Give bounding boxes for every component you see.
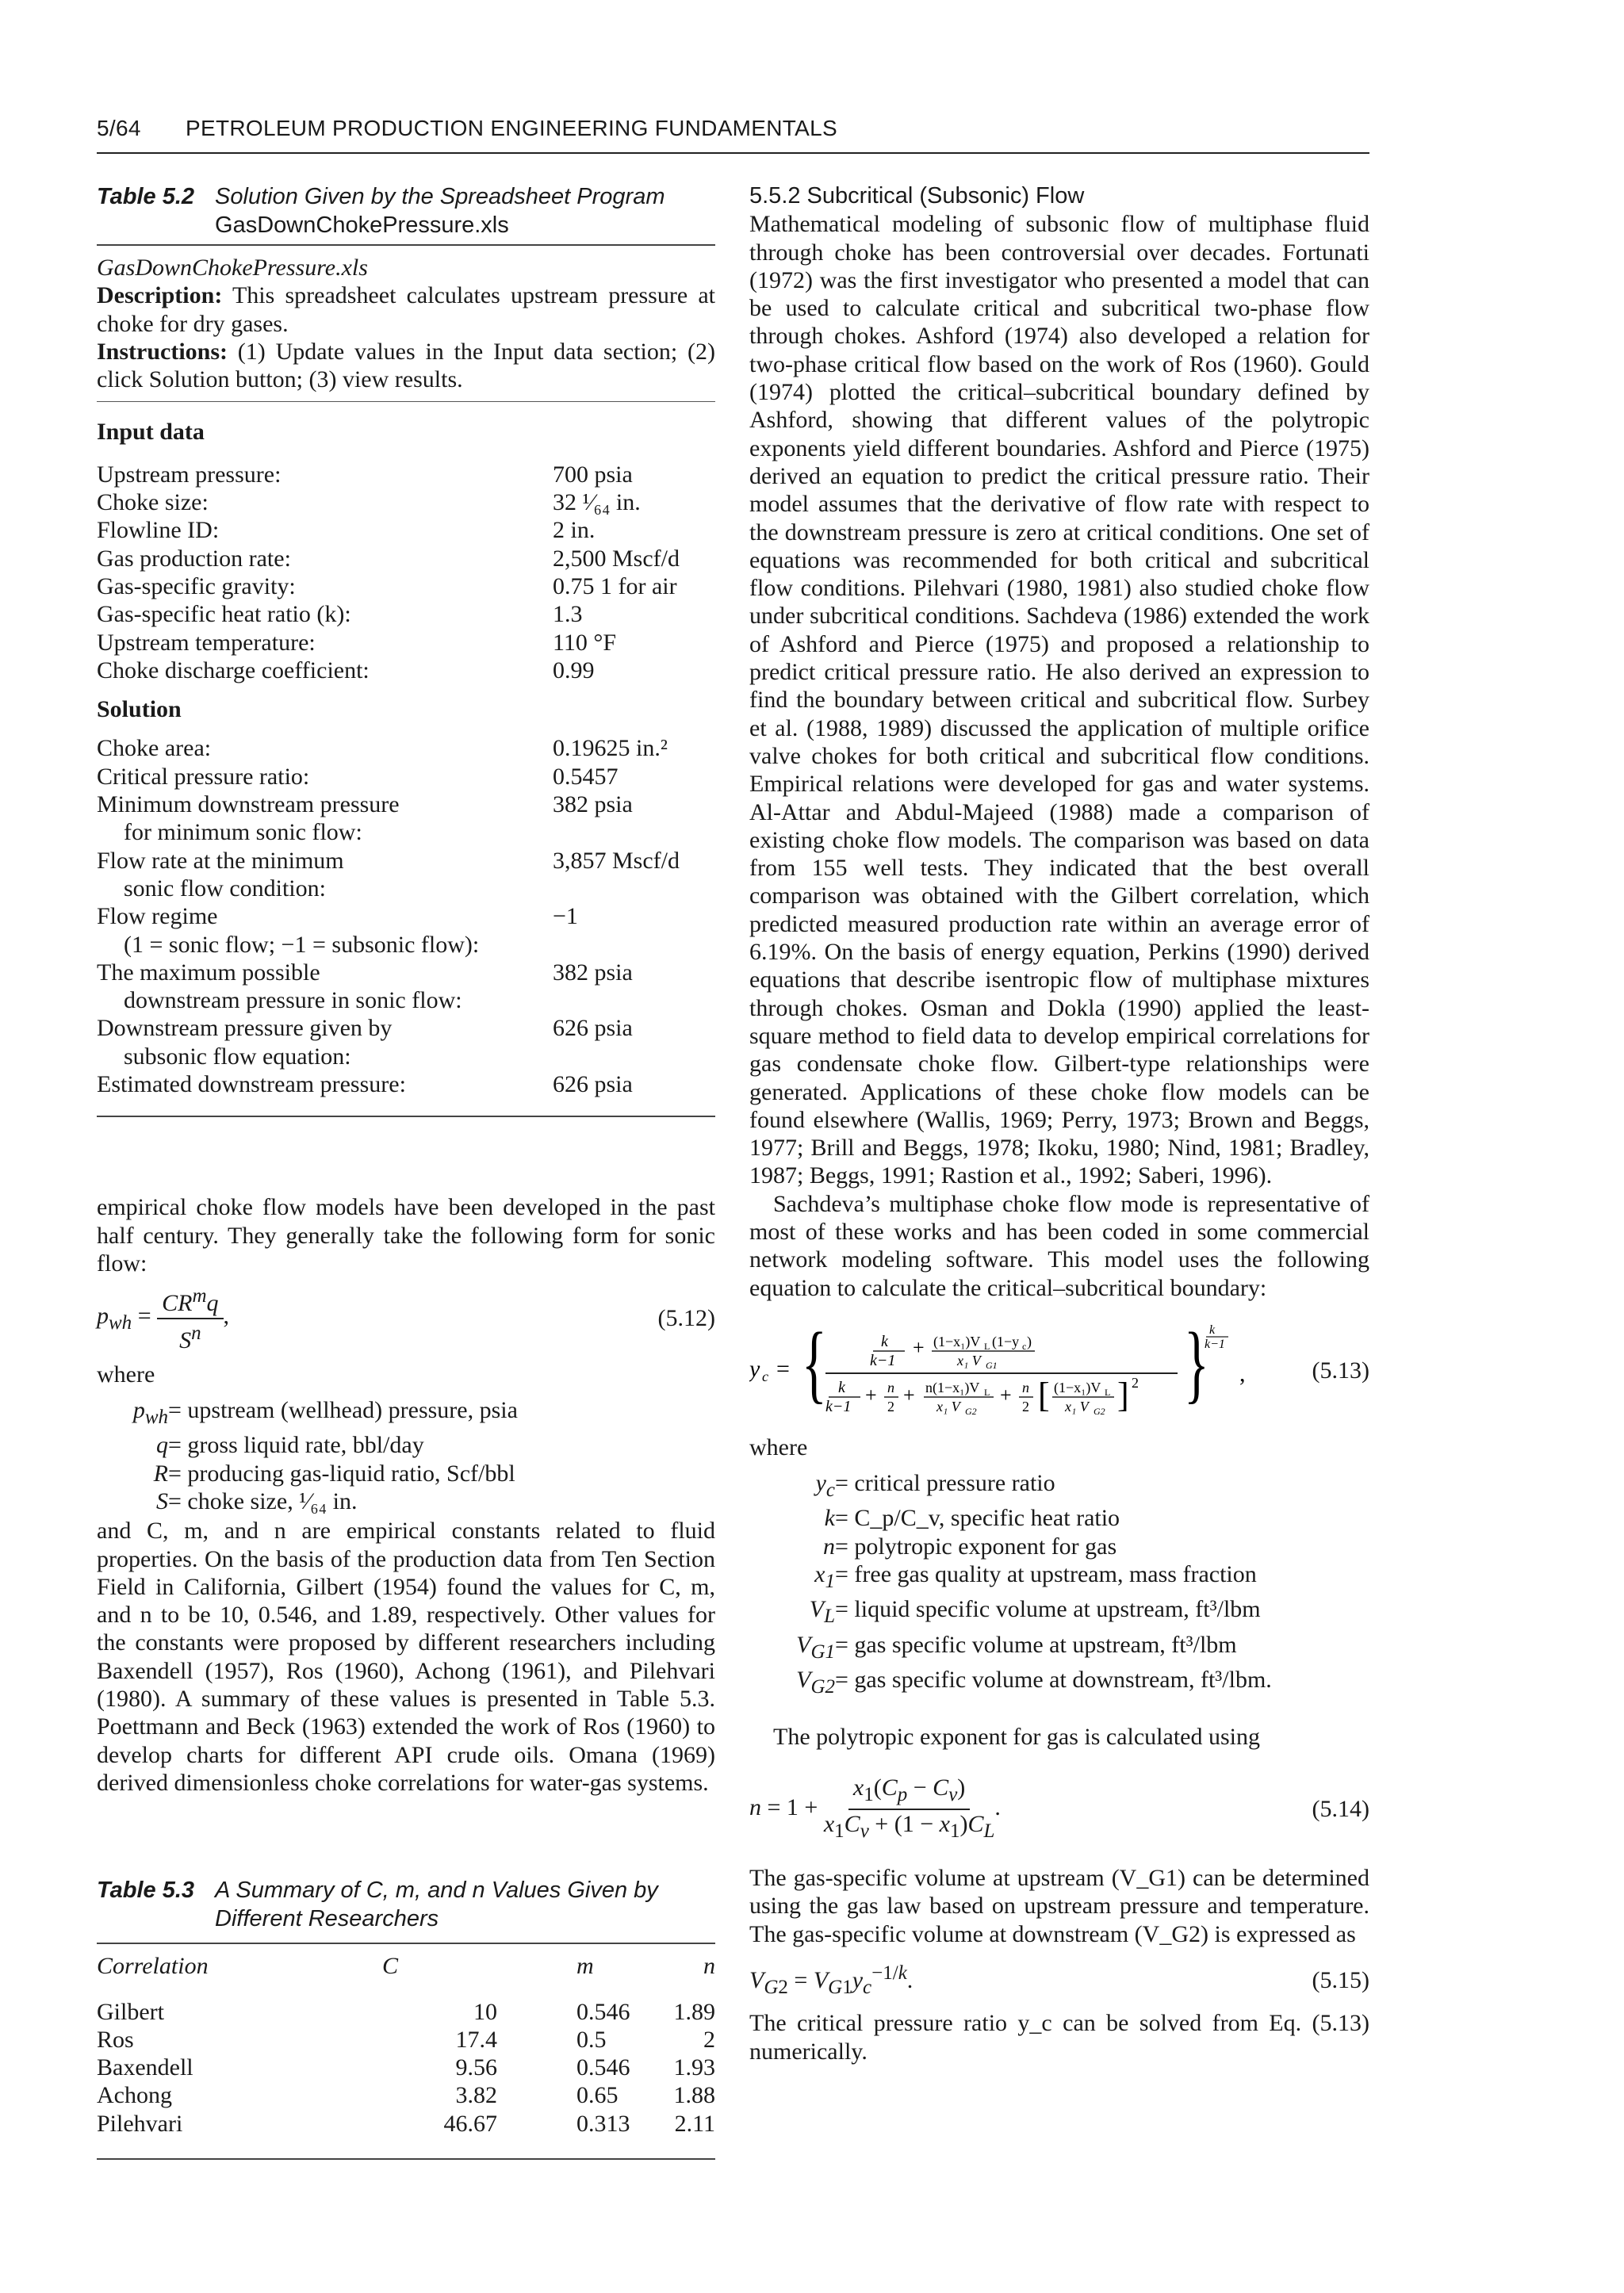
definition-text: = free gas quality at upstream, mass fraction bbox=[835, 1561, 1257, 1588]
symbol-definition bbox=[784, 1595, 1369, 1630]
svg-text:G1: G1 bbox=[986, 1359, 998, 1371]
solution-value: −1 bbox=[553, 903, 578, 930]
input-value: 1.3 bbox=[553, 601, 583, 628]
solution-label bbox=[97, 790, 553, 847]
table-row bbox=[97, 2081, 715, 2109]
page-number: 5/64 bbox=[97, 116, 141, 140]
paragraph: Mathematical modeling of subsonic flow of multiphase fluid through choke has been controversial over decades. Fortunati (1972) was the first investigator who presented a model that can be used to calculate critical and subcritical two-phase flow through chokes. Ashford (1974) also developed a relation for two-phase critical flow based on the work of Ros (1960). Gould (1974) plotted the critical–subcritical boundary defined by Ashford, showing that different values of the polytropic exponents yield different boundaries. Ashford and Pierce (1975) derived an equation to predict the critical pressure ratio. Their model assumes that the derivative of flow rate with respect to the downstream pressure is zero at critical conditions. One set of equations was recommended for both critical and subcritical flow conditions. Pilehvari (1980, 1981) also studied choke flow under subcritical conditions. Sachdeva (1986) extended the work of Ashford and Pierce (1975) and proposed a relationship to predict critical pressure ratio. He also derived an expression to find the boundary between critical and subcritical flow. Surbey et al. (1988, 1989) discussed the application of multiple orifice valve chokes for both critical and subcritical flow conditions. Empirical relations were developed for gas and water systems. Al-Attar and Abdul-Majeed (1988) made a comparison of existing choke flow models. The comparison was based on data from 155 well tests. They indicated that the best overall comparison was obtained with the Gilbert correlation, which predicted measured production rate within an average error of 6.19%. On the basis of energy equation, Perkins (1990) derived equations that describe isentropic flow of multiphase mixtures through chokes. Osman and Dokla (1990) applied the least-square method to field data to develop empirical correlations for gas condensate choke flow. Gilbert-type relationships were generated. Applications of these choke flow models can be found elsewhere (Wallis, 1969; Perry, 1973; Brown and Beggs, 1977; Brill and Beggs, 1978; Ikoku, 1980; Nind, 1981; Bradley, 1987; Beggs, 1991; Rastion et al., 1992; Saberi, 1996). bbox=[749, 211, 1369, 1189]
input-row bbox=[97, 629, 715, 657]
input-label: Flowline ID: bbox=[97, 517, 220, 544]
table-header-row: Correlation C m n bbox=[97, 1953, 715, 1980]
table-row bbox=[97, 2054, 715, 2081]
symbol-definition bbox=[784, 1533, 1369, 1560]
table-cell: 46.67 bbox=[443, 2110, 497, 2137]
input-row bbox=[97, 545, 715, 572]
solution-row bbox=[97, 790, 715, 847]
solution-label bbox=[97, 1070, 553, 1098]
input-value: 2 in. bbox=[553, 517, 596, 544]
section-heading: 5.5.2 Subcritical (Subsonic) Flow bbox=[749, 183, 1085, 209]
table-5-3 bbox=[97, 1952, 715, 2138]
solution-value: 0.5457 bbox=[553, 763, 619, 790]
solution-value: 626 psia bbox=[553, 1071, 633, 1098]
symbol: S bbox=[156, 1487, 168, 1514]
solution-value: 382 psia bbox=[553, 791, 633, 818]
paragraph: and C, m, and n are empirical constants related to fluid properties. On the basis of the production data from Ten Section Field in California, Gilbert (1954) found the values for C, m, and n to be 10, 0.546, and 1.89, respectively. Other values for the constants were proposed by different researchers including Baxendell (1957), Ros (1960), Achong (1961), and Pilehvari (1980). A summary of these values is presented in Table 5.3. Poettmann and Beck (1963) extended the work of Ros (1960) to develop charts for different API crude oils. Omana (1969) derived dimensionless choke correlations for water-gas systems. bbox=[97, 1518, 715, 1796]
input-row bbox=[97, 488, 715, 516]
svg-text:(1−x₁)V: (1−x₁)V bbox=[1054, 1379, 1101, 1395]
paragraph: The polytropic exponent for gas is calculated using bbox=[773, 1724, 1260, 1751]
svg-text:2: 2 bbox=[887, 1398, 894, 1414]
svg-text:y: y bbox=[749, 1355, 760, 1382]
input-label: Gas-specific gravity: bbox=[97, 572, 296, 599]
table-cell: 2 bbox=[703, 2026, 715, 2053]
symbol: R bbox=[153, 1460, 168, 1487]
solution-label-line: sonic flow condition: bbox=[124, 875, 326, 902]
input-label: Gas production rate: bbox=[97, 545, 291, 572]
table-row bbox=[97, 2110, 715, 2138]
solution-label-line: (1 = sonic flow; −1 = subsonic flow): bbox=[124, 931, 480, 958]
symbol: n bbox=[823, 1533, 835, 1560]
definition-text: = gross liquid rate, bbl/day bbox=[168, 1432, 424, 1459]
solution-label bbox=[97, 847, 553, 903]
svg-text:L: L bbox=[984, 1340, 990, 1352]
left-column bbox=[97, 182, 715, 2160]
svg-text:k−1: k−1 bbox=[825, 1397, 852, 1415]
solution-label bbox=[97, 734, 553, 762]
symbol: $x_1$ bbox=[814, 1561, 835, 1593]
svg-text:c: c bbox=[1022, 1340, 1027, 1352]
svg-text:k: k bbox=[838, 1378, 845, 1396]
svg-text:+: + bbox=[1000, 1383, 1012, 1407]
input-label: Upstream pressure: bbox=[97, 461, 282, 488]
where-label: where bbox=[749, 1434, 808, 1460]
equation-number: (5.14) bbox=[1312, 1796, 1369, 1823]
solution-row bbox=[97, 1014, 715, 1070]
table-row bbox=[97, 2026, 715, 2054]
symbol-definition bbox=[784, 1469, 1369, 1504]
input-value: 0.99 bbox=[553, 657, 595, 683]
solution-value: 3,857 Mscf/d bbox=[553, 847, 680, 874]
symbol: $V_{G2}$ bbox=[796, 1666, 835, 1698]
svg-text:2: 2 bbox=[1022, 1398, 1029, 1414]
definition-text: = gas specific volume at downstream, ft³/lbm. bbox=[835, 1666, 1272, 1693]
table-cell: 0.65 bbox=[576, 2082, 619, 2109]
table-cell: 0.5 bbox=[576, 2026, 607, 2053]
solution-label bbox=[97, 1014, 553, 1070]
symbol-definition bbox=[784, 1504, 1369, 1532]
paragraph: The gas-specific volume at upstream (V_G1) can be determined using the gas law based on upstream pressure and temperature. The gas-specific volume at downstream (V_G2) is expressed as bbox=[749, 1865, 1369, 1947]
table-cell: 0.546 bbox=[576, 1998, 630, 2025]
equation-5-15: $V_{G2} = V_{G1}y_c^{-1/k}$. (5.15) bbox=[749, 1962, 1369, 1999]
definition-text: = C_p/C_v, specific heat ratio bbox=[835, 1505, 1120, 1532]
table-cell: 1.93 bbox=[673, 2054, 715, 2081]
table-cell: 0.313 bbox=[576, 2110, 630, 2137]
symbol: $p_{wh}$ bbox=[132, 1397, 168, 1429]
solution-label-line: Critical pressure ratio: bbox=[97, 763, 310, 790]
solution-label-line: Minimum downstream pressure bbox=[97, 791, 400, 818]
svg-text:}: } bbox=[1184, 1319, 1209, 1412]
table-label: Table 5.2 bbox=[97, 184, 195, 209]
svg-text:[: [ bbox=[1038, 1375, 1050, 1414]
svg-text:k−1: k−1 bbox=[870, 1351, 896, 1369]
table-cell: 10 bbox=[473, 1998, 497, 2025]
svg-text:n: n bbox=[887, 1379, 894, 1395]
symbol: $V_L$ bbox=[809, 1596, 835, 1628]
input-label: Upstream temperature: bbox=[97, 629, 316, 656]
input-label: Choke discharge coefficient: bbox=[97, 657, 370, 683]
symbol-definitions bbox=[749, 1469, 1369, 1701]
table-cell: Achong bbox=[97, 2082, 172, 2109]
input-value: 32 ¹⁄₆₄ in. bbox=[553, 489, 641, 516]
table-5-3-caption bbox=[97, 1876, 715, 1933]
svg-text:+: + bbox=[903, 1383, 915, 1407]
svg-text:G2: G2 bbox=[1094, 1405, 1105, 1417]
svg-text:]: ] bbox=[1117, 1375, 1129, 1414]
solution-list bbox=[97, 734, 715, 1098]
solution-label-line: Flow rate at the minimum bbox=[97, 847, 344, 874]
definition-text: = liquid specific volume at upstream, ft³/lbm bbox=[835, 1596, 1261, 1623]
symbol-definition bbox=[784, 1666, 1369, 1701]
input-row bbox=[97, 461, 715, 488]
svg-text:): ) bbox=[1027, 1333, 1032, 1349]
symbol-definition bbox=[784, 1631, 1369, 1666]
symbol-definitions bbox=[97, 1396, 715, 1515]
solution-row bbox=[97, 1070, 715, 1098]
svg-text:x₁ V: x₁ V bbox=[1065, 1398, 1089, 1414]
svg-text:G2: G2 bbox=[965, 1405, 977, 1417]
input-value: 0.75 1 for air bbox=[553, 572, 677, 599]
svg-text:,: , bbox=[1239, 1360, 1246, 1387]
table-cell: 3.82 bbox=[455, 2082, 497, 2109]
caption-line-1: A Summary of C, m, and n Values Given by bbox=[215, 1878, 658, 1904]
input-label: Gas-specific heat ratio (k): bbox=[97, 601, 351, 628]
symbol-definition bbox=[121, 1396, 715, 1431]
solution-label-line: subsonic flow equation: bbox=[124, 1043, 351, 1070]
table-row bbox=[97, 1987, 715, 2026]
caption-line-2: GasDownChokePressure.xls bbox=[215, 212, 509, 238]
solution-row bbox=[97, 902, 715, 959]
table-cell: 0.546 bbox=[576, 2054, 630, 2081]
input-label: Choke size: bbox=[97, 489, 209, 516]
svg-text:k−1: k−1 bbox=[1205, 1337, 1225, 1351]
definition-text: = gas specific volume at upstream, ft³/lbm bbox=[835, 1631, 1237, 1658]
table-cell: Ros bbox=[97, 2026, 134, 2053]
svg-text:L: L bbox=[1105, 1386, 1111, 1398]
svg-text:+: + bbox=[913, 1335, 925, 1359]
paragraph: Sachdeva’s multiphase choke flow mode is representative of most of these works and has been coded in some commercial network modeling software. This model uses the following equation to calculate the critical–subcritical boundary: bbox=[749, 1190, 1369, 1301]
solution-label-line: The maximum possible bbox=[97, 959, 320, 986]
solution-label-line: Downstream pressure given by bbox=[97, 1015, 393, 1042]
definition-text: = producing gas-liquid ratio, Scf/bbl bbox=[168, 1460, 515, 1487]
svg-text:c: c bbox=[762, 1368, 768, 1384]
svg-text:k: k bbox=[881, 1332, 888, 1350]
table-5-2-caption bbox=[97, 182, 715, 239]
solution-label-line: Flow regime bbox=[97, 903, 218, 930]
paragraph: The critical pressure ratio y_c can be solved from Eq. (5.13) numerically. bbox=[749, 2010, 1369, 2065]
paragraph: empirical choke flow models have been developed in the past half century. They generally take the following form for sonic flow: bbox=[97, 1194, 715, 1277]
svg-text:+: + bbox=[865, 1383, 877, 1407]
input-row bbox=[97, 572, 715, 600]
symbol-definition bbox=[121, 1460, 715, 1487]
svg-text:L: L bbox=[984, 1386, 990, 1398]
solution-row bbox=[97, 959, 715, 1015]
solution-value: 626 psia bbox=[553, 1015, 633, 1042]
solution-label bbox=[97, 763, 553, 790]
input-value: 2,500 Mscf/d bbox=[553, 545, 680, 572]
svg-text:(1−x₁)V: (1−x₁)V bbox=[933, 1333, 981, 1349]
svg-text:2: 2 bbox=[1132, 1374, 1139, 1391]
solution-label-line: Estimated downstream pressure: bbox=[97, 1071, 406, 1098]
table-cell: 17.4 bbox=[455, 2026, 497, 2053]
table-cell: 1.88 bbox=[673, 2082, 715, 2109]
solution-row bbox=[97, 763, 715, 790]
caption-line-2: Different Researchers bbox=[215, 1906, 439, 1932]
caption-line-1: Solution Given by the Spreadsheet Program bbox=[215, 184, 665, 209]
equation-number: (5.12) bbox=[657, 1304, 715, 1331]
solution-row bbox=[97, 734, 715, 762]
definition-text: = choke size, ¹⁄₆₄ in. bbox=[168, 1487, 358, 1514]
table-cell: 2.11 bbox=[674, 2110, 715, 2137]
definition-text: = critical pressure ratio bbox=[835, 1470, 1055, 1497]
svg-text:n(1−x₁)V: n(1−x₁)V bbox=[925, 1379, 980, 1395]
svg-text:n: n bbox=[1022, 1379, 1029, 1395]
symbol: k bbox=[824, 1505, 835, 1532]
input-heading: Input data bbox=[97, 419, 205, 446]
svg-text:k: k bbox=[1209, 1323, 1216, 1337]
symbol: q bbox=[156, 1432, 168, 1459]
right-column bbox=[749, 182, 1369, 2065]
symbol-definition bbox=[121, 1431, 715, 1459]
solution-label-line: downstream pressure in sonic flow: bbox=[124, 987, 462, 1014]
symbol: $y_c$ bbox=[815, 1470, 835, 1502]
table-cell: 1.89 bbox=[673, 1998, 715, 2025]
table-label: Table 5.3 bbox=[97, 1878, 195, 1904]
input-row bbox=[97, 516, 715, 544]
solution-label bbox=[97, 959, 553, 1015]
definition-text: = upstream (wellhead) pressure, psia bbox=[168, 1397, 518, 1424]
equation-5-12: $p_{wh}$ = $\frac{CR^mq}{S^n}$ , (5.12) bbox=[97, 1282, 715, 1354]
solution-value: 0.19625 in.² bbox=[553, 735, 668, 762]
symbol: $V_{G1}$ bbox=[796, 1631, 835, 1663]
where-label: where bbox=[97, 1361, 155, 1388]
input-row bbox=[97, 600, 715, 628]
table-cell: Gilbert bbox=[97, 1998, 164, 2025]
svg-text:{: { bbox=[802, 1319, 827, 1412]
symbol-definition bbox=[121, 1487, 715, 1515]
solution-label bbox=[97, 902, 553, 959]
symbol-definition bbox=[784, 1560, 1369, 1595]
input-value: 110 °F bbox=[553, 629, 617, 656]
equation-number: (5.15) bbox=[1312, 1967, 1369, 1994]
spreadsheet-description: Description: This spreadsheet calculates upstream pressure at choke for dry gases. bbox=[97, 282, 715, 337]
equation-number: (5.13) bbox=[1312, 1357, 1369, 1384]
solution-value: 382 psia bbox=[553, 959, 633, 986]
table-cell: 9.56 bbox=[455, 2054, 497, 2081]
solution-heading: Solution bbox=[97, 696, 182, 723]
input-value: 700 psia bbox=[553, 461, 633, 488]
input-row bbox=[97, 657, 715, 684]
running-title: PETROLEUM PRODUCTION ENGINEERING FUNDAMENTALS bbox=[186, 116, 837, 140]
table-cell: Baxendell bbox=[97, 2054, 193, 2081]
input-data-list bbox=[97, 461, 715, 684]
svg-text:x₁ V: x₁ V bbox=[936, 1398, 960, 1414]
solution-label-line: Choke area: bbox=[97, 735, 212, 762]
definition-text: = polytropic exponent for gas bbox=[835, 1533, 1117, 1560]
spreadsheet-instructions: Instructions: (1) Update values in the Input data section; (2) click Solution button; (3) view results. bbox=[97, 338, 715, 393]
svg-text:x₁ V: x₁ V bbox=[957, 1352, 981, 1369]
table-cell: Pilehvari bbox=[97, 2110, 183, 2137]
spreadsheet-filename: GasDownChokePressure.xls bbox=[97, 255, 368, 281]
svg-text:=: = bbox=[776, 1355, 790, 1382]
page-header bbox=[97, 111, 1369, 154]
equation-5-13-graphic bbox=[749, 1319, 1257, 1422]
solution-row bbox=[97, 847, 715, 903]
equation-5-14: n = 1 + $\frac{x_1(C_p - C_v)}{x_1C_v + (1 - x_1)C_L}$ . (5.14) bbox=[749, 1774, 1369, 1842]
svg-text:(1−y: (1−y bbox=[992, 1333, 1020, 1349]
equation-5-13 bbox=[749, 1319, 1369, 1422]
solution-label-line: for minimum sonic flow: bbox=[124, 819, 362, 846]
